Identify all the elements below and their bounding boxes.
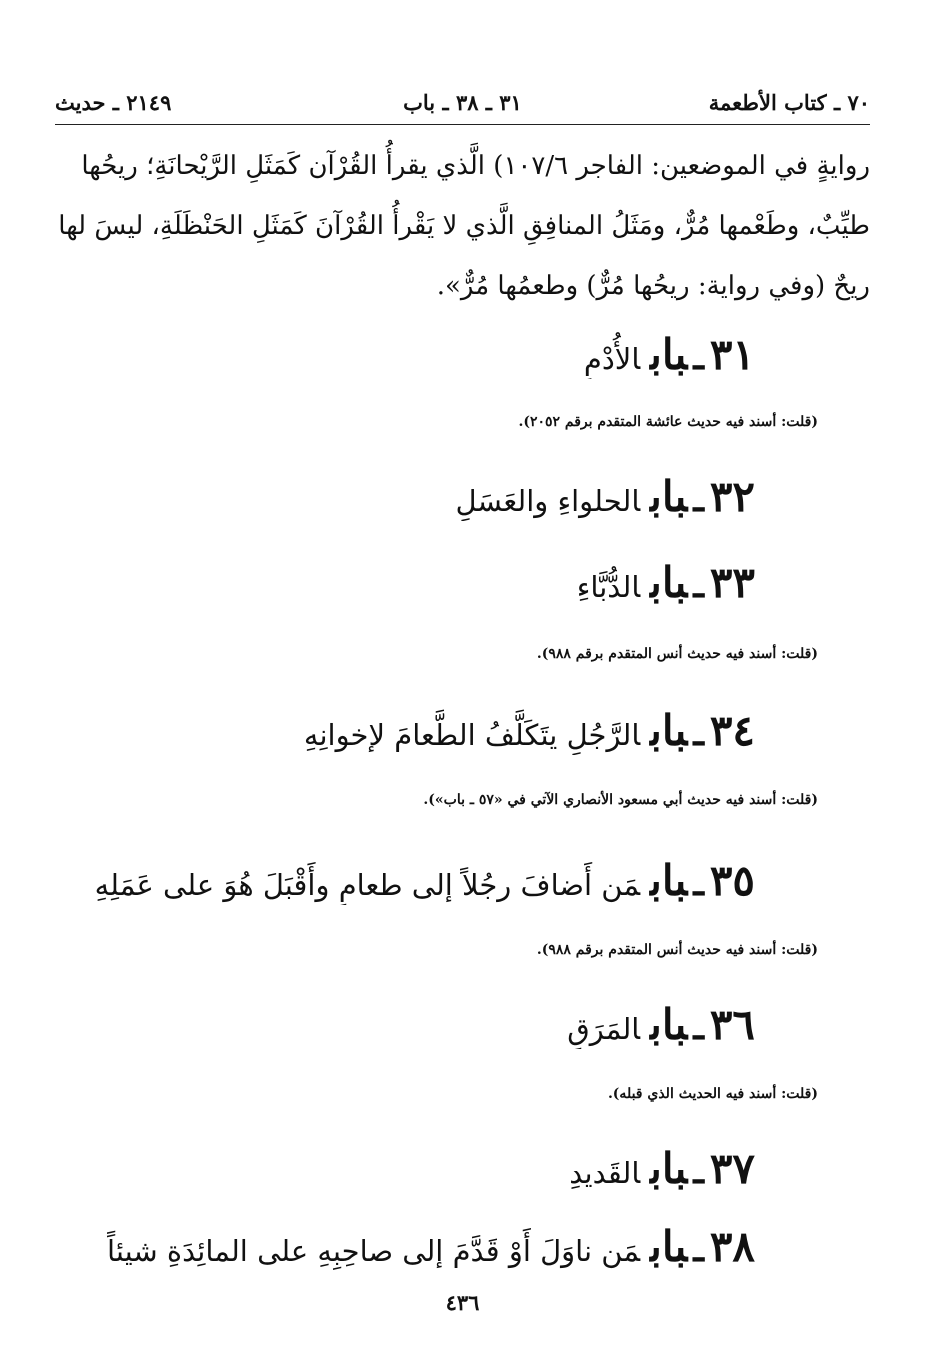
- book-page: [55, 80, 870, 1330]
- chapter-title: مَن ناوَلَ أَوْ قَدَّمَ إلى صاحِبِهِ على المائِدَةِ شيئاً: [107, 1234, 641, 1268]
- chapter-note-31: (قلت: أسند فيه حديث عائشة المتقدم برقم ٢٠٥٢).: [518, 414, 818, 430]
- chapter-word: باب: [650, 558, 688, 607]
- chapter-word: باب: [650, 856, 688, 905]
- chapter-title: الدُّبَّاءِ: [576, 570, 641, 604]
- header-chapter-range: ٣١ ـ ٣٨ ـ باب: [403, 90, 522, 115]
- header-hadith-number: ٢١٤٩ ـ حديث: [55, 90, 172, 115]
- chapter-note-36: (قلت: أسند فيه الحديث الذي قبله).: [607, 1086, 818, 1102]
- chapter-dash: ـ: [693, 1006, 704, 1048]
- chapter-title: الأُدْمِ: [583, 342, 641, 376]
- chapter-heading-37: [55, 1144, 755, 1193]
- chapter-title: مَن أَضافَ رجُلاً إلى طعامٍ وأَقْبَلَ هُوَ على عَمَلِهِ: [94, 868, 641, 902]
- chapter-heading-36: [55, 1000, 755, 1049]
- chapter-number: ٣١: [709, 330, 755, 379]
- page-number: ٤٣٦: [445, 1290, 480, 1315]
- chapter-dash: ـ: [693, 1150, 704, 1192]
- chapter-dash: ـ: [693, 862, 704, 904]
- chapter-word: باب: [650, 330, 688, 379]
- chapter-dash: ـ: [693, 478, 704, 520]
- chapter-number: ٣٢: [709, 472, 755, 521]
- chapter-word: باب: [650, 706, 688, 755]
- intro-line: ريحٌ (وفي رواية: ريحُها مُرٌّ) وطعمُها مُرٌّ».: [436, 271, 870, 301]
- chapter-number: ٣٣: [709, 558, 755, 607]
- chapter-word: باب: [650, 472, 688, 521]
- chapter-heading-31: [55, 330, 755, 379]
- intro-line: روايةٍ في الموضعين: الفاجر ١٠٧/٦) الَّذي يقرأُ القُرْآن كَمَثَلِ الرَّيْحانَةِ؛ ريحُها: [81, 151, 870, 181]
- chapter-title: الحلواءِ والعَسَلِ: [455, 484, 641, 518]
- chapter-heading-32: [55, 472, 755, 521]
- chapter-title: القَديدِ: [569, 1156, 641, 1190]
- chapter-number: ٣٤: [709, 706, 755, 755]
- intro-line: طيِّبٌ، وطَعْمها مُرٌّ، ومَثَلُ المنافِقِ الَّذي لا يَقْرأُ القُرْآنَ كَمَثَلِ الحَنْظَلَةِ، ليسَ لها: [58, 211, 870, 241]
- chapter-word: باب: [650, 1222, 688, 1271]
- chapter-word: باب: [650, 1144, 688, 1193]
- chapter-word: باب: [650, 1000, 688, 1049]
- chapter-title: المَرَقِ: [567, 1012, 641, 1046]
- chapter-title: الرَّجُلِ يتَكَلَّفُ الطَّعامَ لإخوانِهِ: [303, 718, 641, 752]
- chapter-number: ٣٨: [709, 1222, 755, 1271]
- chapter-dash: ـ: [693, 336, 704, 378]
- chapter-dash: ـ: [693, 1228, 704, 1270]
- header-book-title: ٧٠ ـ كتاب الأطعمة: [708, 90, 870, 115]
- chapter-dash: ـ: [693, 564, 704, 606]
- chapter-heading-35: [55, 856, 755, 905]
- chapter-heading-33: [55, 558, 755, 607]
- chapter-heading-38: [55, 1222, 755, 1271]
- chapter-note-35: (قلت: أسند فيه حديث أنس المتقدم برقم ٩٨٨).: [536, 942, 818, 958]
- chapter-note-34: (قلت: أسند فيه حديث أبي مسعود الأنصاري الآتي في «٥٧ ـ باب»).: [423, 792, 818, 808]
- chapter-note-33: (قلت: أسند فيه حديث أنس المتقدم برقم ٩٨٨).: [536, 646, 818, 662]
- intro-paragraph: [55, 136, 870, 316]
- chapter-number: ٣٧: [709, 1144, 755, 1193]
- chapter-number: ٣٥: [709, 856, 755, 905]
- chapter-number: ٣٦: [709, 1000, 755, 1049]
- chapter-heading-34: [55, 706, 755, 755]
- running-header: [55, 80, 870, 125]
- chapter-dash: ـ: [693, 712, 704, 754]
